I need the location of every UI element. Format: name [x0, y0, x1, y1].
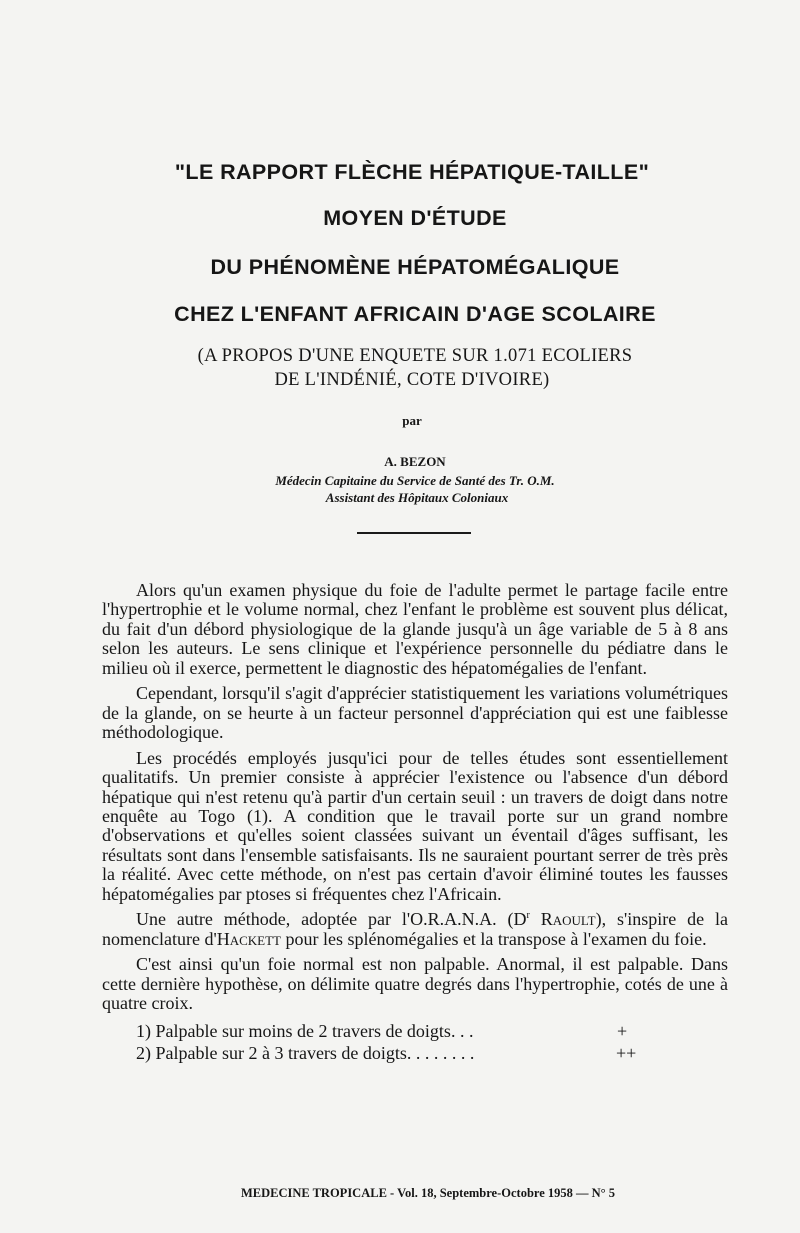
paragraph-1: Alors qu'un examen physique du foie de l'adulte permet le partage facile entre l'hypertrophie et le volume normal, chez l'enfant le problème est souvent plus délicat, du fait d'un débord physiologique de la glande jusqu'à un âge variable de 5 à 8 ans selon les auteurs. Le sens clinique et l'expérience personnelle du pédiatre dans le milieu où il exerce, permettent le diagnostic des hépatomégalies de l'enfant. [102, 580, 728, 678]
paragraph-5: C'est ainsi qu'un foie normal est non palpable. Anormal, il est palpable. Dans cette dernière hypothèse, on délimite quatre degrés dans l'hypertrophie, cotés de une à quatre croix. [102, 954, 728, 1014]
by-label: par [402, 413, 422, 428]
doctor-abbrev-superscript: r [526, 910, 530, 922]
paragraph-2: Cependant, lorsqu'il s'agit d'apprécier statistiquement les variations volumétriques de la glande, on se heurte à un facteur personnel d'appréciation qui est une faiblesse méthodologique. [102, 683, 728, 743]
author-name-raoult: Raoult [540, 909, 596, 930]
article-title-line-1: "LE RAPPORT FLÈCHE HÉPATIQUE-TAILLE" [174, 160, 650, 184]
list-item-text: 1) Palpable sur moins de 2 travers de doigts. . . [136, 1020, 474, 1041]
article-subtitle-line-1: (A PROPOS D'UNE ENQUETE SUR 1.071 ECOLIERS [197, 346, 633, 366]
paragraph-4-text-b: ), s'inspire de la nomenclature d' [102, 909, 729, 949]
article-title-line-3: DU PHÉNOMÈNE HÉPATOMÉGALIQUE [210, 255, 620, 279]
list-item-grade: ++ [616, 1042, 637, 1063]
list-item-text: 2) Palpable sur 2 à 3 travers de doigts. . . . . . . . [136, 1042, 475, 1063]
paragraph-4 [102, 910, 728, 949]
section-divider [357, 532, 471, 534]
article-title-line-4: CHEZ L'ENFANT AFRICAIN D'AGE SCOLAIRE [174, 302, 656, 326]
author-name-hackett: Hackett [216, 928, 281, 949]
article-title-line-2: MOYEN D'ÉTUDE [323, 206, 507, 230]
article-body [102, 581, 728, 1064]
paragraph-4-text-a: Une autre méthode, adoptée par l'O.R.A.N.A. (D [136, 909, 527, 930]
paragraph-4-text-c: pour les splénomégalies et la transpose à l'examen du foie. [280, 928, 707, 949]
author-affiliation-line-1: Médecin Capitaine du Service de Santé des Tr. O.M. [275, 473, 555, 488]
paragraph-3: Les procédés employés jusqu'ici pour de telles études sont essentiellement qualitatifs. Un premier consiste à apprécier l'existence ou l'absence d'un débord hépatique qui n'est retenu qu'à partir d'un certain seuil : un travers de doigt dans notre enquête au Togo (1). A condition que le travail porte sur un grand nombre d'observations et qu'elles soient classées suivant un éventail d'âges suffisant, les résultats sont dans l'ensemble satisfaisants. Ils ne sauraient pourtant serrer de très près la réalité. Avec cette méthode, on n'est pas certain d'avoir éliminé toutes les fausses hépatomégalies par ptoses si fréquentes chez l'Africain. [102, 747, 728, 904]
grading-list [102, 1020, 728, 1064]
journal-footer: MEDECINE TROPICALE - Vol. 18, Septembre-Octobre 1958 — N° 5 [240, 1186, 616, 1200]
article-subtitle-line-2: DE L'INDÉNIÉ, COTE D'IVOIRE) [274, 370, 550, 390]
author-name: A. BEZON [384, 454, 446, 469]
list-item [102, 1042, 728, 1064]
author-affiliation-line-2: Assistant des Hôpitaux Coloniaux [325, 490, 509, 505]
list-item [102, 1020, 728, 1042]
list-item-grade: + [617, 1020, 628, 1041]
